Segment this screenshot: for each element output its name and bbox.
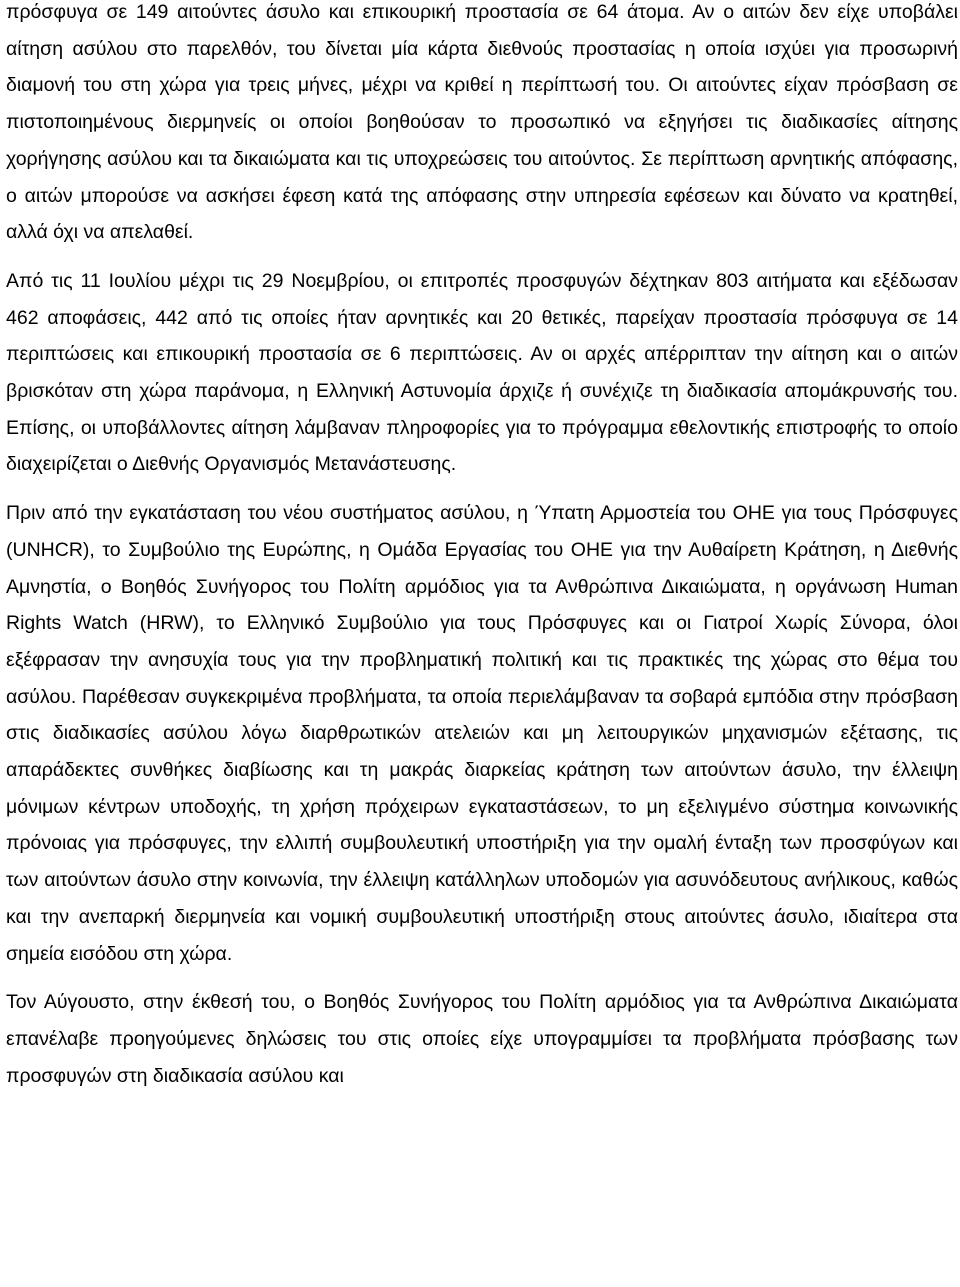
- paragraph-4: Τον Αύγουστο, στην έκθεσή του, ο Βοηθός Συνήγορος του Πολίτη αρμόδιος για τα Ανθρώπινα Δικαιώματα επανέλαβε προηγούμενες δηλώσεις του στις οποίες είχε υπογραμμίσει τα προβλήματα πρόσβασης των προσφυγών στη διαδικασία ασύλου και: [6, 991, 958, 1087]
- paragraph-1: πρόσφυγα σε 149 αιτούντες άσυλο και επικουρική προστασία σε 64 άτομα. Αν ο αιτών δεν είχε υποβάλει αίτηση ασύλου στο παρελθόν, του δίνεται μία κάρτα διεθνούς προστασίας η οποία ισχύει για προσωρινή διαμονή του στη χώρα για τρεις μήνες, μέχρι να κριθεί η περίπτωσή του. Οι αιτούντες είχαν πρόσβαση σε πιστοποιημένους διερμηνείς οι οποίοι βοηθούσαν το προσωπικό να εξηγήσει τις διαδικασίες αίτησης χορήγησης ασύλου και τα δικαιώματα και τις υποχρεώσεις του αιτούντος. Σε περίπτωση αρνητικής απόφασης, ο αιτών μπορούσε να ασκήσει έφεση κατά της απόφασης στην υπηρεσία εφέσεων και δύνατο να κρατηθεί, αλλά όχι να απελαθεί.: [6, 1, 958, 244]
- document-page: [6, 0, 958, 1094]
- paragraph-3: Πριν από την εγκατάσταση του νέου συστήματος ασύλου, η Ύπατη Αρμοστεία του ΟΗΕ για τους Πρόσφυγες (UNHCR), το Συμβούλιο της Ευρώπης, η Ομάδα Εργασίας του ΟΗΕ για την Αυθαίρετη Κράτηση, η Διεθνής Αμνηστία, ο Βοηθός Συνήγορος του Πολίτη αρμόδιος για τα Ανθρώπινα Δικαιώματα, η οργάνωση Human Rights Watch (HRW), το Ελληνικό Συμβούλιο για τους Πρόσφυγες και οι Γιατροί Χωρίς Σύνορα, όλοι εξέφρασαν την ανησυχία τους για την προβληματική πολιτική και τις πρακτικές της χώρας στο θέμα του ασύλου. Παρέθεσαν συγκεκριμένα προβλήματα, τα οποία περιελάμβαναν τα σοβαρά εμπόδια στην πρόσβαση στις διαδικασίες ασύλου λόγω διαρθρωτικών ατελειών και μη λειτουργικών μηχανισμών εξέτασης, τις απαράδεκτες συνθήκες διαβίωσης και τη μακράς διαρκείας κράτηση των αιτούντων άσυλο, την έλλειψη μόνιμων κέντρων υποδοχής, τη χρήση πρόχειρων εγκαταστάσεων, το μη εξελιγμένο σύστημα κοινωνικής πρόνοιας για πρόσφυγες, την ελλιπή συμβουλευτική υποστήριξη για την ομαλή ένταξη των προσφύγων και των αιτούντων άσυλο στην κοινωνία, την έλλειψη κατάλληλων υποδομών για ασυνόδευτους ανήλικους, καθώς και την ανεπαρκή διερμηνεία και νομική συμβουλευτική υποστήριξη στους αιτούντες άσυλο, ιδιαίτερα στα σημεία εισόδου στη χώρα.: [6, 502, 958, 965]
- paragraph-2: Από τις 11 Ιουλίου μέχρι τις 29 Νοεμβρίου, οι επιτροπές προσφυγών δέχτηκαν 803 αιτήματα και εξέδωσαν 462 αποφάσεις, 442 από τις οποίες ήταν αρνητικές και 20 θετικές, παρείχαν προστασία πρόσφυγα σε 14 περιπτώσεις και επικουρική προστασία σε 6 περιπτώσεις. Αν οι αρχές απέρριπταν την αίτηση και ο αιτών βρισκόταν στη χώρα παράνομα, η Ελληνική Αστυνομία άρχιζε ή συνέχιζε τη διαδικασία απομάκρυνσής του. Επίσης, οι υποβάλλοντες αίτηση λάμβαναν πληροφορίες για το πρόγραμμα εθελοντικής επιστροφής το οποίο διαχειρίζεται ο Διεθνής Οργανισμός Μετανάστευσης.: [6, 269, 958, 476]
